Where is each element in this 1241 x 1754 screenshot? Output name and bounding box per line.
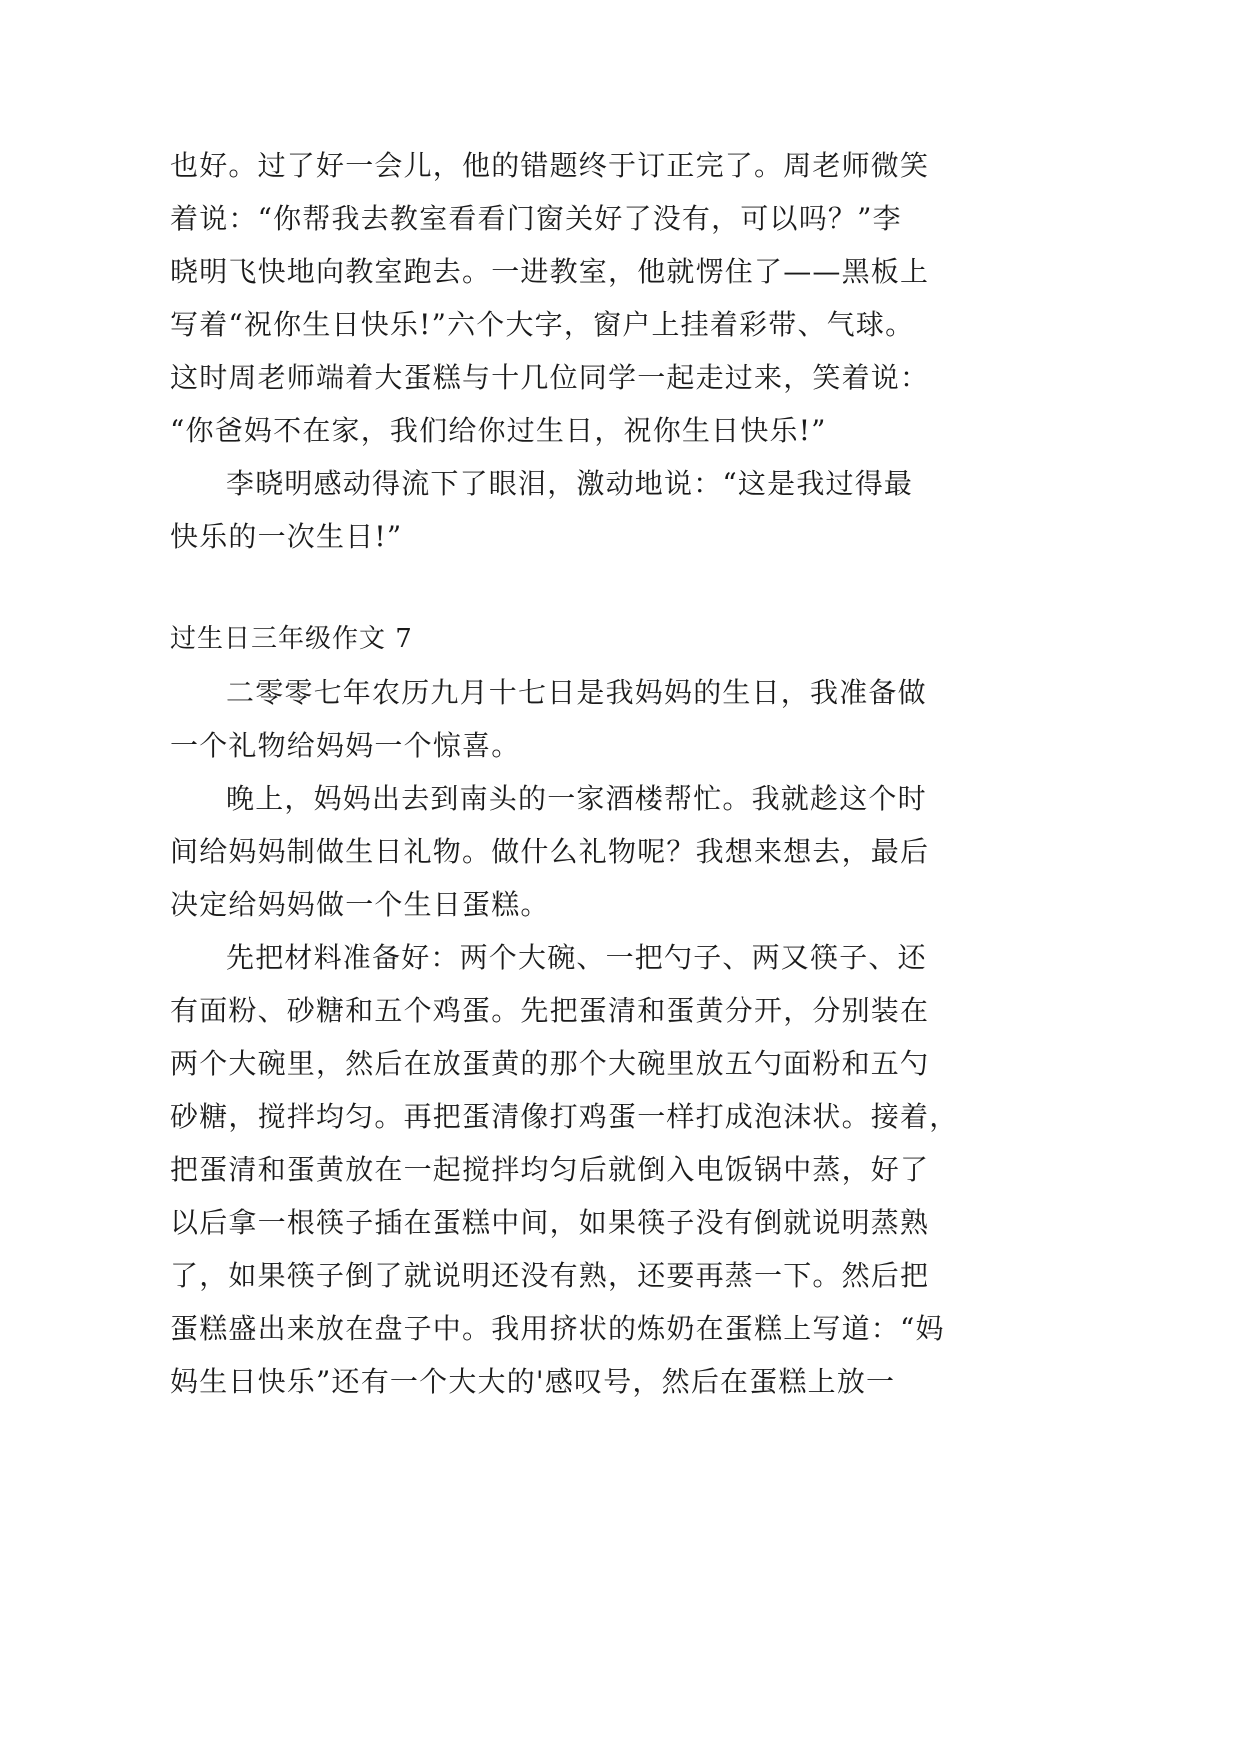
paragraph-line: 以后拿一根筷子插在蛋糕中间，如果筷子没有倒就说明蒸熟 (170, 1206, 930, 1239)
paragraph-line: 妈生日快乐”还有一个大大的'感叹号，然后在蛋糕上放一 (170, 1365, 896, 1398)
paragraph-line: 间给妈妈制做生日礼物。做什么礼物呢？我想来想去，最后 (170, 835, 930, 868)
paragraph-line: “你爸妈不在家，我们给你过生日，祝你生日快乐!” (170, 414, 827, 447)
paragraph-line: 决定给妈妈做一个生日蛋糕。 (170, 888, 550, 921)
paragraph-line: 一个礼物给妈妈一个惊喜。 (170, 729, 521, 762)
paragraph-line: 两个大碗里，然后在放蛋黄的那个大碗里放五勺面粉和五勺 (170, 1047, 930, 1080)
paragraph-line: 砂糖，搅拌均匀。再把蛋清像打鸡蛋一样打成泡沫状。接着， (170, 1100, 959, 1133)
paragraph-line: 晓明飞快地向教室跑去。一进教室，他就愣住了——黑板上 (170, 255, 930, 288)
paragraph-line: 二零零七年农历九月十七日是我妈妈的生日，我准备做 (226, 676, 927, 709)
paragraph-line: 快乐的一次生日!” (170, 520, 403, 553)
paragraph-line: 晚上，妈妈出去到南头的一家酒楼帮忙。我就趁这个时 (226, 782, 927, 815)
paragraph-line: 李晓明感动得流下了眼泪，激动地说：“这是我过得最 (226, 467, 914, 500)
paragraph-line: 把蛋清和蛋黄放在一起搅拌均匀后就倒入电饭锅中蒸，好了 (170, 1153, 930, 1186)
paragraph-line: 了，如果筷子倒了就说明还没有熟，还要再蒸一下。然后把 (170, 1259, 930, 1292)
essay-title: 过生日三年级作文 7 (170, 624, 413, 654)
paragraph-line: 也好。过了好一会儿，他的错题终于订正完了。周老师微笑 (170, 149, 930, 182)
paragraph-line: 着说：“你帮我去教室看看门窗关好了没有，可以吗？”李 (170, 202, 902, 235)
paragraph-line: 先把材料准备好：两个大碗、一把勺子、两又筷子、还 (226, 941, 927, 974)
paragraph-line: 写着“祝你生日快乐!”六个大字，窗户上挂着彩带、气球。 (170, 308, 915, 341)
paragraph-line: 有面粉、砂糖和五个鸡蛋。先把蛋清和蛋黄分开，分别装在 (170, 994, 930, 1027)
paragraph-line: 这时周老师端着大蛋糕与十几位同学一起走过来，笑着说： (170, 361, 930, 394)
paragraph-line: 蛋糕盛出来放在盘子中。我用挤状的炼奶在蛋糕上写道：“妈 (170, 1312, 945, 1345)
